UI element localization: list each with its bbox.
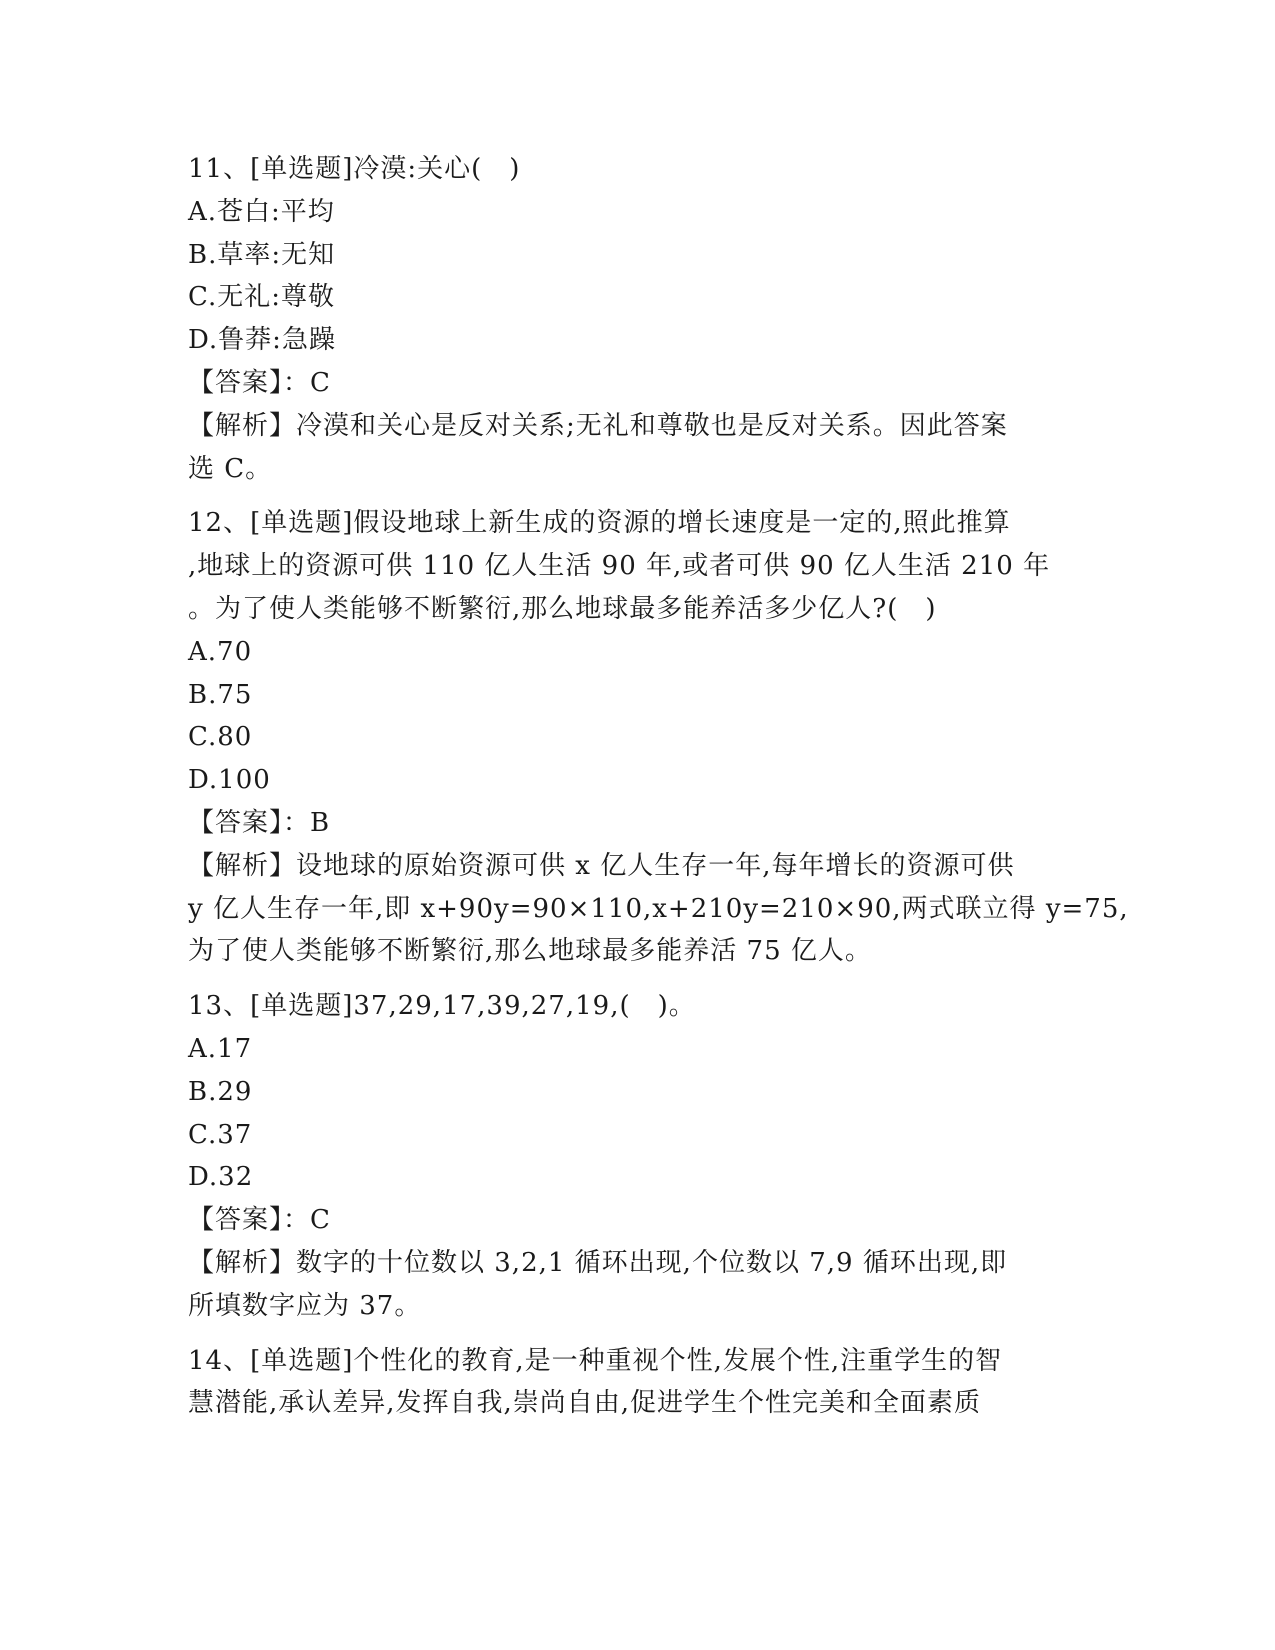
option-d: D.鲁莽:急躁 bbox=[188, 325, 336, 356]
question-block bbox=[188, 1340, 1088, 1426]
analysis-line: 为了使人类能够不断繁衍,那么地球最多能养活 75 亿人。 bbox=[188, 936, 872, 967]
option-c: C.无礼:尊敬 bbox=[188, 282, 335, 313]
option-a: A.17 bbox=[188, 1033, 253, 1064]
question-stem: ,地球上的资源可供 110 亿人生活 90 年,或者可供 90 亿人生活 210 年 bbox=[188, 551, 1051, 582]
question-stem: 11、[单选题]冷漠:关心( ) bbox=[188, 154, 521, 184]
answer-line: 【答案】：C bbox=[188, 367, 331, 398]
question-stem: 12、[单选题]假设地球上新生成的资源的增长速度是一定的,照此推算 bbox=[188, 508, 1011, 539]
question-block bbox=[188, 985, 1088, 1327]
option-a: A.苍白:平均 bbox=[188, 196, 335, 227]
question-block bbox=[188, 148, 1088, 490]
question-stem: 。为了使人类能够不断繁衍,那么地球最多能养活多少亿人?( ) bbox=[188, 593, 937, 624]
document-page bbox=[188, 148, 1129, 1425]
question-stem: 慧潜能,承认差异,发挥自我,崇尚自由,促进学生个性完美和全面素质 bbox=[188, 1388, 982, 1419]
option-d: D.32 bbox=[188, 1162, 254, 1193]
option-b: B.29 bbox=[188, 1076, 253, 1107]
analysis-line: y 亿人生存一年,即 x+90y=90×110,x+210y=210×90,两式联立得 y=75, bbox=[188, 893, 1129, 924]
question-stem: 14、[单选题]个性化的教育,是一种重视个性,发展个性,注重学生的智 bbox=[188, 1345, 1003, 1376]
analysis-line: 【解析】数字的十位数以 3,2,1 循环出现,个位数以 7,9 循环出现,即 bbox=[188, 1247, 1008, 1278]
option-b: B.75 bbox=[188, 679, 253, 710]
analysis-line: 【解析】设地球的原始资源可供 x 亿人生存一年,每年增长的资源可供 bbox=[188, 850, 1015, 881]
question-block bbox=[188, 502, 1129, 973]
option-b: B.草率:无知 bbox=[188, 239, 336, 270]
analysis-line: 所填数字应为 37。 bbox=[188, 1290, 422, 1321]
answer-line: 【答案】：B bbox=[188, 807, 331, 838]
option-d: D.100 bbox=[188, 765, 271, 796]
question-stem: 13、[单选题]37,29,17,39,27,19,( )。 bbox=[188, 991, 696, 1022]
analysis-line: 【解析】冷漠和关心是反对关系;无礼和尊敬也是反对关系。因此答案 bbox=[188, 410, 1008, 441]
answer-line: 【答案】：C bbox=[188, 1205, 331, 1236]
analysis-line: 选 C。 bbox=[188, 453, 273, 484]
option-a: A.70 bbox=[188, 636, 253, 667]
option-c: C.37 bbox=[188, 1119, 253, 1150]
option-c: C.80 bbox=[188, 722, 253, 753]
